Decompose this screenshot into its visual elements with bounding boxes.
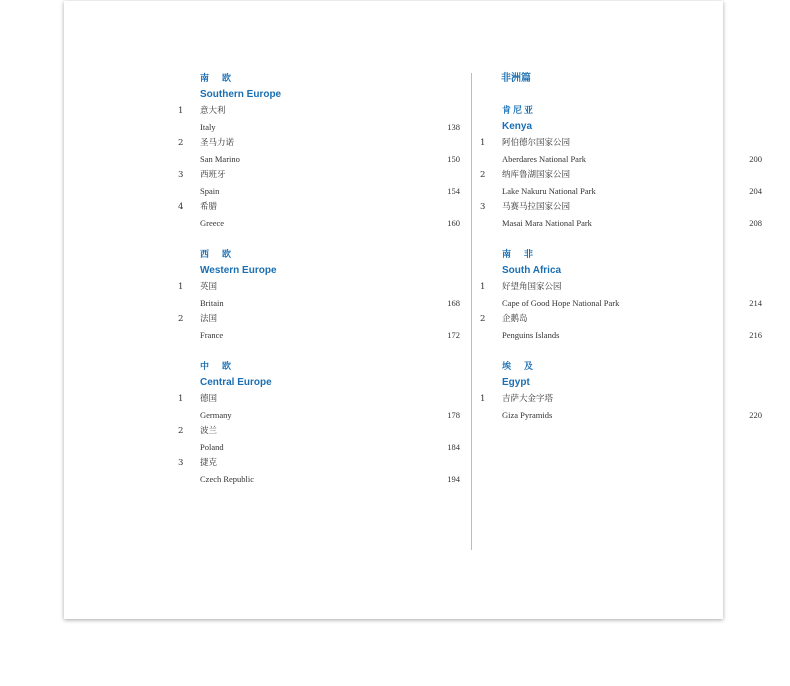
toc-section (178, 247, 460, 343)
toc-entry (480, 391, 762, 423)
entry-title-cn: 意大利 (200, 106, 226, 116)
entry-row-en (480, 295, 762, 311)
entry-row-en (480, 215, 762, 231)
entry-row-en (178, 215, 460, 231)
section-title-cn: 中 欧 (200, 362, 234, 372)
section-title-en: Central Europe (200, 377, 272, 388)
toc-entry (178, 167, 460, 199)
entry-row-en (178, 327, 460, 343)
entry-number: 2 (178, 138, 184, 148)
entry-title-cn: 马赛马拉国家公园 (502, 202, 571, 212)
entry-title-en: Poland (200, 442, 224, 452)
document-page (64, 1, 762, 619)
entry-row-cn (178, 167, 460, 183)
entry-title-en: Greece (200, 218, 225, 228)
entry-number: 1 (178, 282, 184, 292)
entry-row-en (480, 151, 762, 167)
toc-entry (480, 279, 762, 311)
entry-page-number: 220 (749, 410, 762, 420)
toc-section (480, 247, 762, 343)
entry-title-cn: 吉萨大金字塔 (502, 394, 554, 404)
entry-row-cn (178, 135, 460, 151)
entry-title-en: Germany (200, 410, 232, 420)
entry-page-number: 150 (447, 154, 460, 164)
entry-row-cn (178, 103, 460, 119)
entry-title-en: Aberdares National Park (502, 154, 587, 164)
entry-row-en (178, 407, 460, 423)
entry-row-cn (480, 391, 762, 407)
entry-title-cn: 捷克 (200, 458, 218, 468)
entry-row-cn (480, 279, 762, 295)
right-column (480, 71, 762, 439)
entry-title-cn: 法国 (200, 314, 218, 324)
entry-page-number: 178 (447, 410, 460, 420)
toc-entry (480, 199, 762, 231)
entry-row-cn (178, 423, 460, 439)
entry-number: 1 (178, 106, 184, 116)
entry-row-cn (178, 455, 460, 471)
entry-title-cn: 纳库鲁湖国家公园 (502, 170, 571, 180)
entry-title-cn: 西班牙 (200, 170, 226, 180)
entry-title-en: Masai Mara National Park (502, 218, 592, 228)
toc-entry (480, 167, 762, 199)
entry-row-en (480, 407, 762, 423)
entry-row-en (178, 183, 460, 199)
entry-number: 3 (480, 202, 486, 212)
entry-row-en (178, 295, 460, 311)
entry-title-cn: 企鹅岛 (502, 314, 528, 324)
entry-title-en: Italy (200, 122, 216, 132)
entry-row-cn (178, 391, 460, 407)
toc-entry (178, 311, 460, 343)
entry-page-number: 154 (447, 186, 460, 196)
section-title-en: South Africa (502, 265, 562, 276)
section-title-cn: 肯尼亚 (502, 106, 536, 116)
entry-title-cn: 阿伯德尔国家公园 (502, 138, 571, 148)
toc-entry (178, 135, 460, 167)
entry-row-en (480, 183, 762, 199)
entry-row-cn (178, 279, 460, 295)
entry-page-number: 184 (447, 442, 460, 452)
entry-title-en: Penguins Islands (502, 330, 560, 340)
entry-title-en: Cape of Good Hope National Park (502, 298, 620, 308)
entry-number: 1 (178, 394, 184, 404)
entry-title-en: Giza Pyramids (502, 410, 553, 420)
entry-row-cn (480, 199, 762, 215)
entry-row-en (178, 471, 460, 487)
section-title-cn: 南 欧 (200, 74, 234, 84)
entry-title-cn: 波兰 (200, 426, 218, 436)
part-title-africa: 非洲篇 (501, 73, 531, 84)
entry-number: 1 (480, 282, 486, 292)
entry-title-en: France (200, 330, 224, 340)
entry-title-en: Czech Republic (200, 474, 255, 484)
entry-row-cn (178, 199, 460, 215)
entry-title-en: Lake Nakuru National Park (502, 186, 596, 196)
entry-number: 2 (178, 426, 184, 436)
entry-page-number: 172 (447, 330, 460, 340)
section-title-cn: 西 欧 (200, 250, 234, 260)
entry-row-en (178, 151, 460, 167)
entry-row-en (480, 327, 762, 343)
entry-number: 1 (480, 394, 486, 404)
entry-title-cn: 希腊 (200, 202, 218, 212)
toc-entry (178, 103, 460, 135)
toc-section (480, 359, 762, 423)
entry-page-number: 160 (447, 218, 460, 228)
entry-number: 2 (178, 314, 184, 324)
entry-row-cn (480, 167, 762, 183)
entry-row-cn (178, 311, 460, 327)
entry-number: 2 (480, 170, 486, 180)
section-title-cn: 埃 及 (502, 362, 536, 372)
column-divider (471, 73, 472, 550)
toc-entry (480, 135, 762, 167)
toc-entry (178, 455, 460, 487)
entry-row-en (178, 439, 460, 455)
entry-row-cn (480, 311, 762, 327)
toc-section (178, 71, 460, 231)
section-title-en: Western Europe (200, 265, 277, 276)
section-title-cn: 南 非 (502, 250, 536, 260)
entry-page-number: 204 (749, 186, 762, 196)
toc-entry (178, 279, 460, 311)
entry-title-cn: 德国 (200, 394, 218, 404)
entry-page-number: 194 (447, 474, 460, 484)
toc-section (480, 103, 762, 231)
toc-entry (178, 199, 460, 231)
toc-section (178, 359, 460, 487)
section-title-en: Southern Europe (200, 89, 282, 100)
toc-entry (178, 391, 460, 423)
entry-page-number: 138 (447, 122, 460, 132)
entry-row-cn (480, 135, 762, 151)
entry-number: 3 (178, 458, 184, 468)
entry-page-number: 168 (447, 298, 460, 308)
section-title-en: Egypt (502, 377, 530, 388)
entry-number: 2 (480, 314, 486, 324)
toc-entry (178, 423, 460, 455)
entry-title-cn: 圣马力诺 (200, 138, 235, 148)
left-column (178, 71, 460, 503)
entry-title-en: San Marino (200, 154, 240, 164)
entry-number: 1 (480, 138, 486, 148)
entry-title-cn: 好望角国家公园 (502, 282, 562, 292)
entry-page-number: 214 (749, 298, 762, 308)
entry-number: 3 (178, 170, 184, 180)
toc-entry (480, 311, 762, 343)
entry-title-en: Spain (200, 186, 220, 196)
section-title-en: Kenya (502, 121, 533, 132)
entry-row-en (178, 119, 460, 135)
entry-number: 4 (178, 202, 184, 212)
entry-page-number: 200 (749, 154, 762, 164)
entry-title-en: Britain (200, 298, 224, 308)
entry-page-number: 208 (749, 218, 762, 228)
entry-page-number: 216 (749, 330, 762, 340)
entry-title-cn: 英国 (200, 282, 218, 292)
